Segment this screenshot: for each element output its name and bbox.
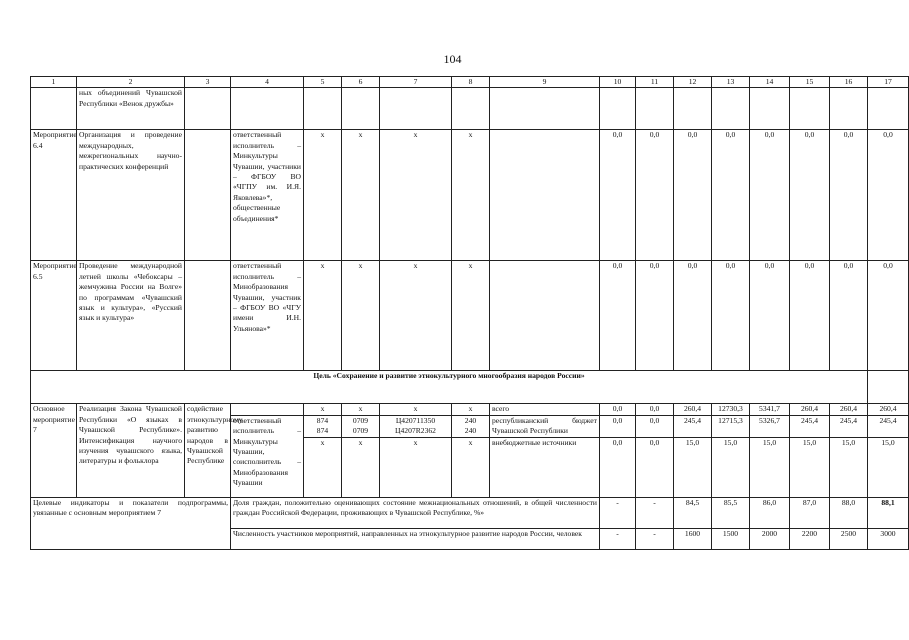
value-cell xyxy=(452,415,490,437)
value-cell: x xyxy=(452,261,490,371)
value-cell: 3000 xyxy=(868,528,909,549)
event-name-cell: Проведение международной летней школы «Чебоксары – жемчужина России на Волге» по программам «Чувашский язык и культура», «Русский язык и культура» xyxy=(77,261,185,371)
value-cell: x xyxy=(380,437,452,497)
program-table xyxy=(30,76,909,550)
value-cell: 245,4 xyxy=(830,415,868,437)
value-cell: 15,0 xyxy=(868,437,909,497)
value-cell: 0,0 xyxy=(636,415,674,437)
value-cell: 5341,7 xyxy=(750,404,790,415)
column-number: 5 xyxy=(304,77,342,88)
cell-line: 240 xyxy=(464,415,477,425)
column-number: 3 xyxy=(185,77,231,88)
value-cell: 245,4 xyxy=(790,415,830,437)
value-cell: 88,1 xyxy=(868,497,909,528)
value-cell: 0,0 xyxy=(600,261,636,371)
source-cell: республиканский бюджет Чувашской Республики xyxy=(490,415,600,437)
value-cell: 0,0 xyxy=(750,261,790,371)
column-number: 10 xyxy=(600,77,636,88)
value-cell: x xyxy=(380,130,452,261)
value-cell: 12715,3 xyxy=(712,415,750,437)
value-cell: x xyxy=(304,404,342,415)
value-cell: x xyxy=(452,437,490,497)
column-number-row xyxy=(31,77,909,88)
executor-cell: ответственный исполнитель – Минобразования Чувашии, участник – ФГБОУ ВО «ЧГУ имени И.Н. Ульянова»* xyxy=(231,261,304,371)
value-cell: x xyxy=(452,130,490,261)
goal-row xyxy=(31,371,909,404)
value-cell: 0,0 xyxy=(636,130,674,261)
event-name-cell: ных объединений Чувашской Республики «Венок дружбы» xyxy=(77,88,185,130)
indicator-row-1 xyxy=(31,497,909,528)
value-cell: 15,0 xyxy=(750,437,790,497)
value-cell: x xyxy=(342,437,380,497)
value-cell: 245,4 xyxy=(868,415,909,437)
value-cell: 1600 xyxy=(674,528,712,549)
value-cell: 0,0 xyxy=(830,130,868,261)
column-number: 7 xyxy=(380,77,452,88)
column-number: 6 xyxy=(342,77,380,88)
column-number: 17 xyxy=(868,77,909,88)
value-cell: 15,0 xyxy=(674,437,712,497)
continuation-row xyxy=(31,88,909,130)
value-cell: 0,0 xyxy=(600,437,636,497)
value-cell: - xyxy=(600,528,636,549)
cell-line: Ц420711350 xyxy=(395,415,436,425)
value-cell: 0,0 xyxy=(790,130,830,261)
value-cell: x xyxy=(304,261,342,371)
indicator-text: Численность участников мероприятий, направленных на этнокультурное развитие народов России, человек xyxy=(231,528,600,549)
value-cell: 2200 xyxy=(790,528,830,549)
column-number: 14 xyxy=(750,77,790,88)
value-cell: x xyxy=(380,404,452,415)
value-cell: 84,5 xyxy=(674,497,712,528)
value-cell: 15,0 xyxy=(712,437,750,497)
value-cell: x xyxy=(452,404,490,415)
cell-line: Ц4207R2362 xyxy=(395,426,436,436)
value-cell: 0,0 xyxy=(674,130,712,261)
value-cell: - xyxy=(600,497,636,528)
event-name-cell: Реализация Закона Чувашской Республики «О языках в Чувашской Республике». Интенсификация научного изучения чувашского языка, литературы и фольклора xyxy=(77,404,185,497)
value-cell: 15,0 xyxy=(790,437,830,497)
value-cell: - xyxy=(636,528,674,549)
value-cell: 1500 xyxy=(712,528,750,549)
value-cell: 0,0 xyxy=(830,261,868,371)
value-cell: 260,4 xyxy=(868,404,909,415)
value-cell xyxy=(304,415,342,437)
executor-cell: ответственный исполнитель – Минкультуры Чувашии, участники – ФГБОУ ВО «ЧГПУ им. И.Я. Яковлева»*, общественные объединения* xyxy=(231,130,304,261)
value-cell: 0,0 xyxy=(636,261,674,371)
source-cell: внебюджетные источники xyxy=(490,437,600,497)
value-cell: 0,0 xyxy=(600,404,636,415)
value-cell: 0,0 xyxy=(600,130,636,261)
value-cell: 0,0 xyxy=(600,415,636,437)
column-number: 8 xyxy=(452,77,490,88)
value-cell: 0,0 xyxy=(868,130,909,261)
page-number: 104 xyxy=(443,52,462,66)
value-cell: 2500 xyxy=(830,528,868,549)
event-row-6-4 xyxy=(31,130,909,261)
column-number: 16 xyxy=(830,77,868,88)
column-number: 13 xyxy=(712,77,750,88)
value-cell: 15,0 xyxy=(830,437,868,497)
value-cell: 5326,7 xyxy=(750,415,790,437)
column-number: 2 xyxy=(77,77,185,88)
value-cell: x xyxy=(342,261,380,371)
value-cell: 245,4 xyxy=(674,415,712,437)
value-cell: x xyxy=(304,130,342,261)
goal-heading: Цель «Сохранение и развитие этнокультурного многообразия народов России» xyxy=(31,371,868,404)
value-cell: 0,0 xyxy=(750,130,790,261)
column-number: 12 xyxy=(674,77,712,88)
value-cell: x xyxy=(380,261,452,371)
cell-line: 874 xyxy=(316,426,329,436)
value-cell: 260,4 xyxy=(674,404,712,415)
value-cell: 2000 xyxy=(750,528,790,549)
value-cell: 88,0 xyxy=(830,497,868,528)
event-id-cell: Мероприятие 6.5 xyxy=(31,261,77,371)
value-cell: x xyxy=(304,437,342,497)
value-cell: 260,4 xyxy=(790,404,830,415)
main-event-7-row-total xyxy=(31,404,909,415)
value-cell: 0,0 xyxy=(712,261,750,371)
value-cell: 0,0 xyxy=(636,437,674,497)
cell-line: 0709 xyxy=(352,415,369,425)
column-number: 9 xyxy=(490,77,600,88)
value-cell xyxy=(342,415,380,437)
event-row-6-5 xyxy=(31,261,909,371)
value-cell: 0,0 xyxy=(712,130,750,261)
cell-line: 0709 xyxy=(352,426,369,436)
indicator-text: Доля граждан, положительно оценивающих состояние межнациональных отношений, в общей численности граждан Российской Федерации, проживающих в Чувашской Республике, %» xyxy=(231,497,600,528)
value-cell: 0,0 xyxy=(674,261,712,371)
source-cell: всего xyxy=(490,404,600,415)
value-cell: 0,0 xyxy=(868,261,909,371)
value-cell: 0,0 xyxy=(636,404,674,415)
value-cell: 0,0 xyxy=(790,261,830,371)
value-cell xyxy=(380,415,452,437)
value-cell: 87,0 xyxy=(790,497,830,528)
value-cell: 260,4 xyxy=(830,404,868,415)
executor-cell: ответственный исполнитель – Минкультуры Чувашии, соисполнитель – Минобразования Чувашии xyxy=(231,415,304,497)
column-number: 15 xyxy=(790,77,830,88)
value-cell: - xyxy=(636,497,674,528)
cell-line: 874 xyxy=(316,415,329,425)
value-cell: x xyxy=(342,404,380,415)
event-name-cell: Организация и проведение международных, межрегиональных научно-практических конференций xyxy=(77,130,185,261)
column-number: 11 xyxy=(636,77,674,88)
value-cell: x xyxy=(342,130,380,261)
event-id-cell: Мероприятие 6.4 xyxy=(31,130,77,261)
event-id-cell: Основное мероприятие 7 xyxy=(31,404,77,497)
goal-link-cell: содействие этнокультурному развитию народов в Чувашской Республике xyxy=(185,404,231,497)
indicators-label: Целевые индикаторы и показатели подпрограммы, увязанные с основным мероприятием 7 xyxy=(31,497,231,549)
column-number: 4 xyxy=(231,77,304,88)
value-cell: 85,5 xyxy=(712,497,750,528)
cell-line: 240 xyxy=(464,426,477,436)
value-cell: 86,0 xyxy=(750,497,790,528)
value-cell: 12730,3 xyxy=(712,404,750,415)
column-number: 1 xyxy=(31,77,77,88)
